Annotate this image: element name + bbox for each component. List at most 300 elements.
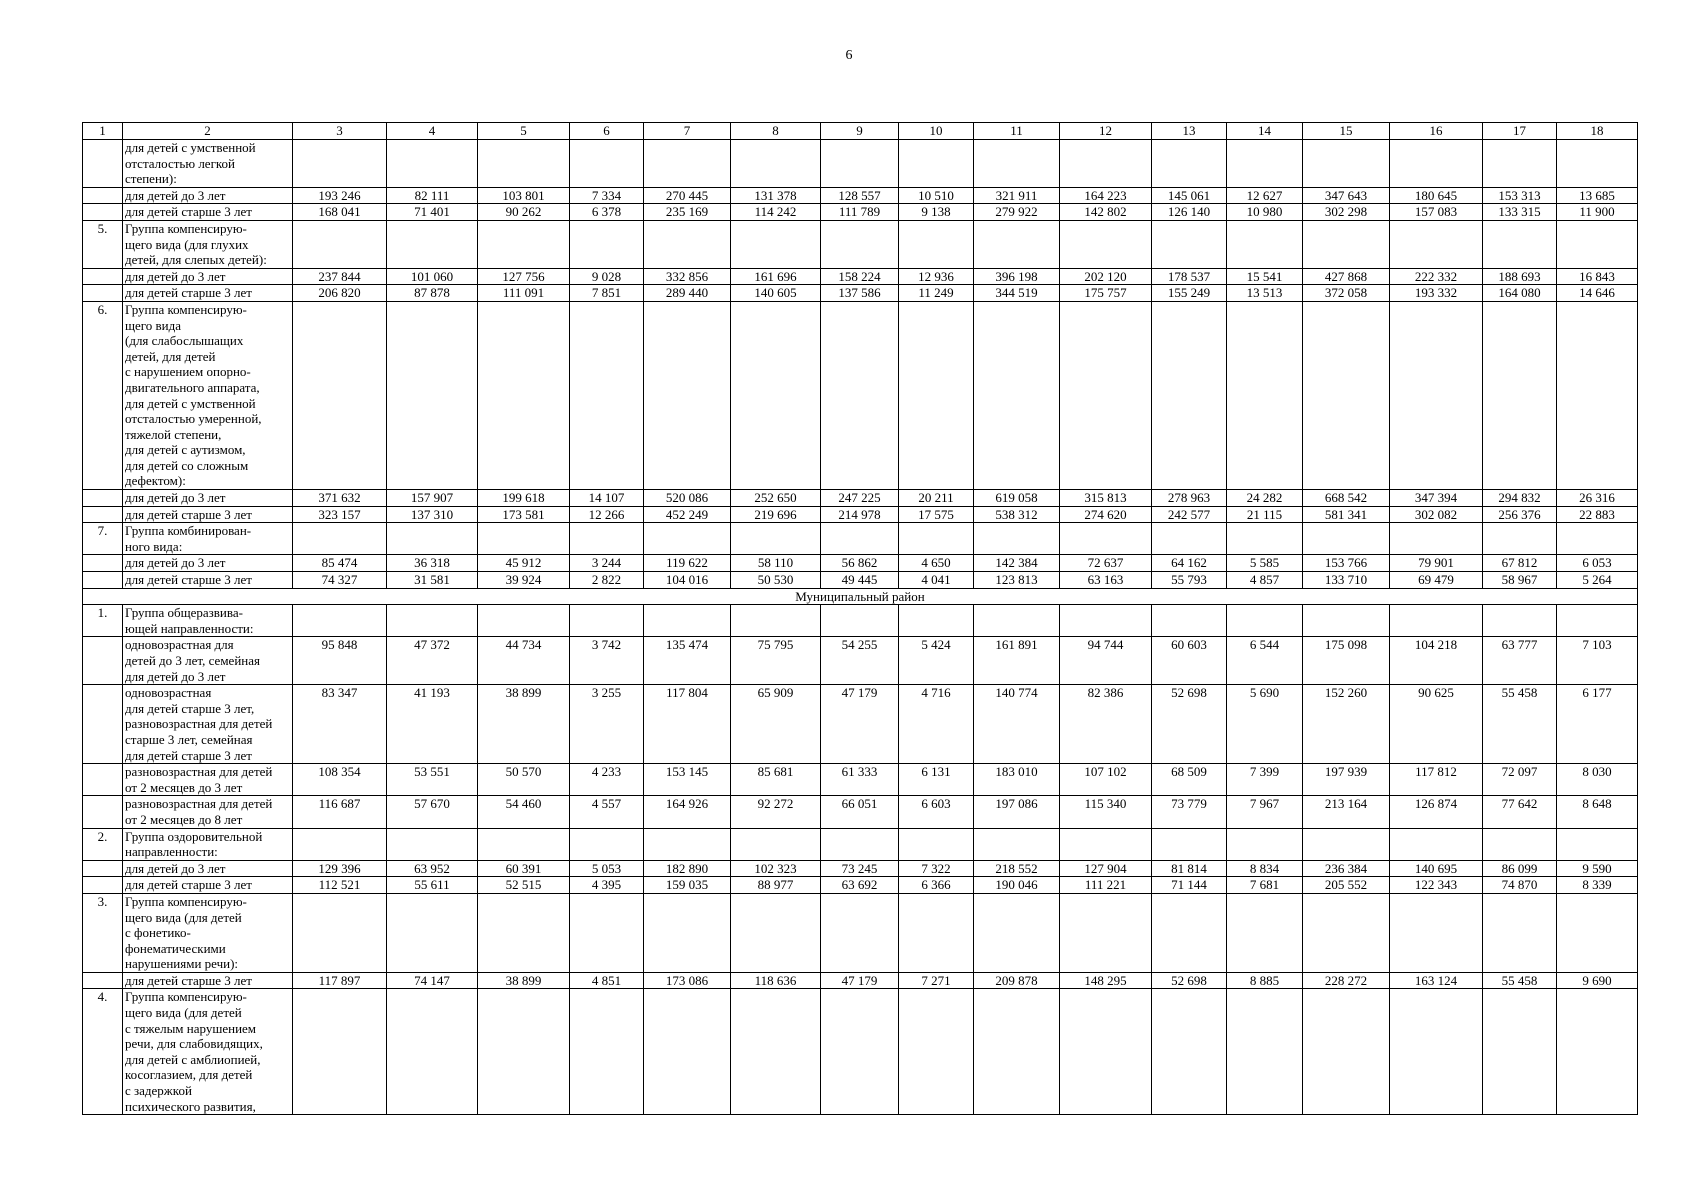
table-cell [1557, 301, 1638, 489]
table-cell: 12 266 [570, 506, 644, 523]
table-cell [478, 605, 570, 637]
row-label: Группа оздоровительной направленности: [123, 828, 293, 860]
table-cell [570, 605, 644, 637]
table-cell: 94 744 [1060, 637, 1152, 685]
table-cell [1303, 893, 1390, 972]
table-cell [1483, 989, 1557, 1115]
table-cell: 193 332 [1390, 285, 1483, 302]
table-cell: 321 911 [974, 187, 1060, 204]
table-cell [570, 140, 644, 188]
table-row [83, 490, 1638, 507]
table-cell: 157 907 [387, 490, 478, 507]
row-number [83, 637, 123, 685]
table-cell: 107 102 [1060, 764, 1152, 796]
table-cell: 66 051 [821, 796, 899, 828]
table-cell: 164 080 [1483, 285, 1557, 302]
table-cell: 68 509 [1152, 764, 1227, 796]
table-cell [731, 301, 821, 489]
table-cell: 2 822 [570, 572, 644, 589]
table-cell: 6 366 [899, 877, 974, 894]
table-cell: 8 834 [1227, 860, 1303, 877]
table-cell: 235 169 [644, 204, 731, 221]
table-row [83, 605, 1638, 637]
row-number [83, 555, 123, 572]
table-cell [387, 220, 478, 268]
table-cell: 197 086 [974, 796, 1060, 828]
table-cell [387, 893, 478, 972]
table-cell [644, 605, 731, 637]
header-row [83, 123, 1638, 140]
table-cell [1390, 301, 1483, 489]
table-cell: 71 144 [1152, 877, 1227, 894]
table-cell: 270 445 [644, 187, 731, 204]
row-number [83, 972, 123, 989]
table-cell [293, 220, 387, 268]
table-cell [1483, 140, 1557, 188]
table-cell [293, 301, 387, 489]
table-cell: 52 698 [1152, 972, 1227, 989]
table-row [83, 285, 1638, 302]
table-cell: 163 124 [1390, 972, 1483, 989]
table-cell [293, 605, 387, 637]
table-cell: 6 378 [570, 204, 644, 221]
table-cell [1227, 893, 1303, 972]
table-cell: 168 041 [293, 204, 387, 221]
table-cell: 14 646 [1557, 285, 1638, 302]
table-cell: 3 742 [570, 637, 644, 685]
row-label: одновозрастная для детей старше 3 лет, разновозрастная для детей старше 3 лет, семейная для детей старше 3 лет [123, 685, 293, 764]
table-cell [1060, 301, 1152, 489]
table-cell: 452 249 [644, 506, 731, 523]
table-cell: 140 605 [731, 285, 821, 302]
row-number [83, 140, 123, 188]
row-label: для детей до 3 лет [123, 268, 293, 285]
table-cell: 63 692 [821, 877, 899, 894]
table-cell: 82 111 [387, 187, 478, 204]
section-row [83, 588, 1638, 605]
table-cell [1303, 989, 1390, 1115]
table-cell: 11 249 [899, 285, 974, 302]
table-cell: 133 710 [1303, 572, 1390, 589]
table-cell: 55 458 [1483, 972, 1557, 989]
table-cell [1303, 828, 1390, 860]
row-number [83, 877, 123, 894]
table-cell: 137 586 [821, 285, 899, 302]
table-cell: 72 637 [1060, 555, 1152, 572]
table-cell: 7 322 [899, 860, 974, 877]
table-cell: 6 603 [899, 796, 974, 828]
table-cell [821, 605, 899, 637]
table-cell: 126 140 [1152, 204, 1227, 221]
table-cell: 4 857 [1227, 572, 1303, 589]
table-cell [570, 220, 644, 268]
table-cell: 9 590 [1557, 860, 1638, 877]
table-cell [1060, 828, 1152, 860]
table-cell: 11 900 [1557, 204, 1638, 221]
table-cell [1227, 605, 1303, 637]
row-number [83, 204, 123, 221]
table-cell [478, 523, 570, 555]
table-cell [1557, 220, 1638, 268]
table-cell [731, 828, 821, 860]
table-row [83, 555, 1638, 572]
table-cell [293, 523, 387, 555]
table-cell: 214 978 [821, 506, 899, 523]
table-cell [293, 893, 387, 972]
row-label: одновозрастная для детей до 3 лет, семейная для детей до 3 лет [123, 637, 293, 685]
table-cell [899, 893, 974, 972]
table-cell [1390, 893, 1483, 972]
table-row [83, 187, 1638, 204]
table-cell: 82 386 [1060, 685, 1152, 764]
table-cell: 372 058 [1303, 285, 1390, 302]
table-cell: 90 262 [478, 204, 570, 221]
table-cell [821, 523, 899, 555]
table-cell: 111 789 [821, 204, 899, 221]
table-cell: 538 312 [974, 506, 1060, 523]
row-number: 4. [83, 989, 123, 1115]
table-cell [974, 220, 1060, 268]
row-number [83, 506, 123, 523]
table-cell [1557, 605, 1638, 637]
table-cell: 302 082 [1390, 506, 1483, 523]
table-cell: 41 193 [387, 685, 478, 764]
table-cell [1060, 605, 1152, 637]
table-cell: 104 016 [644, 572, 731, 589]
table-cell [644, 301, 731, 489]
table-cell: 74 870 [1483, 877, 1557, 894]
table-cell [1483, 220, 1557, 268]
row-label: для детей старше 3 лет [123, 877, 293, 894]
table-cell: 64 162 [1152, 555, 1227, 572]
table-cell: 49 445 [821, 572, 899, 589]
row-label: Группа общеразвива- ющей направленности: [123, 605, 293, 637]
row-label: Группа компенсирую- щего вида (для слабослышащих детей, для детей с нарушением опорно- двигательного аппарата, для детей с умственной отсталостью умеренной, тяжелой степени, для детей с аутизмом, для детей со сложным дефектом): [123, 301, 293, 489]
table-cell: 289 440 [644, 285, 731, 302]
table-cell: 219 696 [731, 506, 821, 523]
table-cell [974, 301, 1060, 489]
table-cell [570, 989, 644, 1115]
table-cell: 92 272 [731, 796, 821, 828]
table-cell: 38 899 [478, 685, 570, 764]
table-cell: 520 086 [644, 490, 731, 507]
table-cell: 122 343 [1390, 877, 1483, 894]
row-label: для детей с умственной отсталостью легкой степени): [123, 140, 293, 188]
table-cell: 83 347 [293, 685, 387, 764]
table-cell: 190 046 [974, 877, 1060, 894]
table-cell [1557, 140, 1638, 188]
table-cell: 47 372 [387, 637, 478, 685]
row-number [83, 187, 123, 204]
table-row [83, 301, 1638, 489]
table-cell: 279 922 [974, 204, 1060, 221]
table-cell: 137 310 [387, 506, 478, 523]
table-cell: 16 843 [1557, 268, 1638, 285]
table-cell: 45 912 [478, 555, 570, 572]
table-cell: 6 053 [1557, 555, 1638, 572]
table-cell: 213 164 [1303, 796, 1390, 828]
table-cell [1152, 893, 1227, 972]
row-label: Группа компенсирую- щего вида (для детей с фонетико- фонематическими нарушениями речи): [123, 893, 293, 972]
table-cell: 153 766 [1303, 555, 1390, 572]
table-cell: 142 802 [1060, 204, 1152, 221]
table-cell: 396 198 [974, 268, 1060, 285]
table-cell: 323 157 [293, 506, 387, 523]
table-row [83, 140, 1638, 188]
table-cell: 9 690 [1557, 972, 1638, 989]
table-cell [974, 828, 1060, 860]
table-cell [1060, 989, 1152, 1115]
table-cell: 202 120 [1060, 268, 1152, 285]
table-cell: 152 260 [1303, 685, 1390, 764]
table-cell [1227, 523, 1303, 555]
column-number: 10 [899, 123, 974, 140]
row-number: 5. [83, 220, 123, 268]
table-cell: 127 904 [1060, 860, 1152, 877]
table-cell: 20 211 [899, 490, 974, 507]
table-cell: 128 557 [821, 187, 899, 204]
table-cell: 153 145 [644, 764, 731, 796]
table-cell: 63 952 [387, 860, 478, 877]
table-cell: 222 332 [1390, 268, 1483, 285]
table-cell: 5 424 [899, 637, 974, 685]
table-cell [478, 893, 570, 972]
table-cell [731, 989, 821, 1115]
table-row [83, 796, 1638, 828]
table-row [83, 972, 1638, 989]
row-label: Группа компенсирую- щего вида (для глухих детей, для слепых детей): [123, 220, 293, 268]
table-cell [1152, 989, 1227, 1115]
column-number: 17 [1483, 123, 1557, 140]
table-cell [387, 140, 478, 188]
column-number: 2 [123, 123, 293, 140]
row-number [83, 285, 123, 302]
table-cell: 4 650 [899, 555, 974, 572]
table-cell: 347 643 [1303, 187, 1390, 204]
table-cell: 347 394 [1390, 490, 1483, 507]
table-cell: 140 774 [974, 685, 1060, 764]
table-cell: 206 820 [293, 285, 387, 302]
table-cell [1483, 523, 1557, 555]
data-table [82, 122, 1638, 1115]
table-cell: 7 967 [1227, 796, 1303, 828]
table-cell: 5 690 [1227, 685, 1303, 764]
table-cell: 131 378 [731, 187, 821, 204]
table-cell [731, 605, 821, 637]
table-cell: 148 295 [1060, 972, 1152, 989]
table-cell: 9 138 [899, 204, 974, 221]
column-number: 14 [1227, 123, 1303, 140]
table-cell: 52 515 [478, 877, 570, 894]
table-cell: 119 622 [644, 555, 731, 572]
table-cell: 4 557 [570, 796, 644, 828]
table-cell: 159 035 [644, 877, 731, 894]
table-cell: 53 551 [387, 764, 478, 796]
table-cell: 581 341 [1303, 506, 1390, 523]
table-cell: 129 396 [293, 860, 387, 877]
table-row [83, 989, 1638, 1115]
table-cell [478, 140, 570, 188]
table-cell: 111 221 [1060, 877, 1152, 894]
table-cell [731, 140, 821, 188]
table-cell [1152, 220, 1227, 268]
table-cell: 344 519 [974, 285, 1060, 302]
table-cell [1227, 140, 1303, 188]
row-number [83, 572, 123, 589]
table-cell: 7 334 [570, 187, 644, 204]
table-cell: 12 627 [1227, 187, 1303, 204]
table-cell [1390, 140, 1483, 188]
table-cell: 252 650 [731, 490, 821, 507]
section-title: Муниципальный район [83, 588, 1638, 605]
table-cell [899, 301, 974, 489]
table-cell [1390, 605, 1483, 637]
column-number: 6 [570, 123, 644, 140]
table-cell: 61 333 [821, 764, 899, 796]
table-cell: 127 756 [478, 268, 570, 285]
table-cell [1227, 989, 1303, 1115]
row-label: для детей старше 3 лет [123, 506, 293, 523]
table-cell: 55 793 [1152, 572, 1227, 589]
table-cell: 57 670 [387, 796, 478, 828]
table-cell: 140 695 [1390, 860, 1483, 877]
table-cell: 4 233 [570, 764, 644, 796]
table-cell: 180 645 [1390, 187, 1483, 204]
table-cell: 256 376 [1483, 506, 1557, 523]
table-cell: 274 620 [1060, 506, 1152, 523]
table-cell: 135 474 [644, 637, 731, 685]
table-cell: 95 848 [293, 637, 387, 685]
table-cell: 73 779 [1152, 796, 1227, 828]
table-cell [1152, 828, 1227, 860]
row-label: для детей старше 3 лет [123, 204, 293, 221]
table-cell: 209 878 [974, 972, 1060, 989]
table-cell: 52 698 [1152, 685, 1227, 764]
table-cell: 236 384 [1303, 860, 1390, 877]
table-cell [644, 893, 731, 972]
table-cell [731, 523, 821, 555]
row-label: Группа компенсирую- щего вида (для детей с тяжелым нарушением речи, для слабовидящих, для детей с амблиопией, косоглазием, для детей с задержкой психического развития, [123, 989, 293, 1115]
table-cell: 26 316 [1557, 490, 1638, 507]
table-cell: 117 897 [293, 972, 387, 989]
column-number: 11 [974, 123, 1060, 140]
table-cell: 205 552 [1303, 877, 1390, 894]
table-cell: 12 936 [899, 268, 974, 285]
table-cell: 50 570 [478, 764, 570, 796]
table-cell: 145 061 [1152, 187, 1227, 204]
table-cell: 85 681 [731, 764, 821, 796]
table-cell [478, 220, 570, 268]
table-cell [974, 140, 1060, 188]
table-cell: 427 868 [1303, 268, 1390, 285]
table-row [83, 764, 1638, 796]
table-cell: 3 255 [570, 685, 644, 764]
column-number: 7 [644, 123, 731, 140]
table-cell: 173 581 [478, 506, 570, 523]
row-label: для детей старше 3 лет [123, 972, 293, 989]
table-cell [974, 989, 1060, 1115]
table-cell [731, 220, 821, 268]
table-cell [1303, 140, 1390, 188]
table-cell: 175 757 [1060, 285, 1152, 302]
table-cell: 175 098 [1303, 637, 1390, 685]
table-cell [570, 893, 644, 972]
table-cell: 36 318 [387, 555, 478, 572]
table-cell: 182 890 [644, 860, 731, 877]
row-label: Группа комбинирован- ного вида: [123, 523, 293, 555]
table-cell: 8 339 [1557, 877, 1638, 894]
row-label: для детей до 3 лет [123, 187, 293, 204]
row-number: 7. [83, 523, 123, 555]
table-cell: 72 097 [1483, 764, 1557, 796]
table-cell [387, 605, 478, 637]
table-cell [1303, 220, 1390, 268]
table-cell: 7 271 [899, 972, 974, 989]
table-cell: 247 225 [821, 490, 899, 507]
table-cell: 102 323 [731, 860, 821, 877]
table-cell [1152, 605, 1227, 637]
table-cell [1227, 828, 1303, 860]
column-number: 16 [1390, 123, 1483, 140]
table-cell: 117 804 [644, 685, 731, 764]
column-number: 3 [293, 123, 387, 140]
table-cell: 74 327 [293, 572, 387, 589]
column-number: 13 [1152, 123, 1227, 140]
table-cell: 108 354 [293, 764, 387, 796]
table-cell [821, 828, 899, 860]
column-number: 8 [731, 123, 821, 140]
table-cell [1557, 893, 1638, 972]
table-cell [644, 220, 731, 268]
table-cell: 90 625 [1390, 685, 1483, 764]
table-cell [899, 523, 974, 555]
table-cell [1152, 523, 1227, 555]
row-number [83, 764, 123, 796]
table-cell: 75 795 [731, 637, 821, 685]
table-cell [821, 220, 899, 268]
table-cell [731, 893, 821, 972]
table-cell [644, 989, 731, 1115]
table-cell [1060, 893, 1152, 972]
table-cell: 183 010 [974, 764, 1060, 796]
table-cell: 79 901 [1390, 555, 1483, 572]
table-cell: 142 384 [974, 555, 1060, 572]
table-cell: 104 218 [1390, 637, 1483, 685]
table-cell: 87 878 [387, 285, 478, 302]
table-cell [1227, 301, 1303, 489]
row-label: для детей до 3 лет [123, 860, 293, 877]
row-label: для детей старше 3 лет [123, 572, 293, 589]
table-cell: 17 575 [899, 506, 974, 523]
table-cell: 315 813 [1060, 490, 1152, 507]
column-number: 15 [1303, 123, 1390, 140]
table-cell: 7 851 [570, 285, 644, 302]
table-cell: 158 224 [821, 268, 899, 285]
table-row [83, 572, 1638, 589]
row-label: для детей до 3 лет [123, 555, 293, 572]
table-cell: 4 851 [570, 972, 644, 989]
table-cell [293, 989, 387, 1115]
table-cell [899, 989, 974, 1115]
table-cell: 126 874 [1390, 796, 1483, 828]
table-cell: 55 611 [387, 877, 478, 894]
table-row [83, 268, 1638, 285]
table-cell: 44 734 [478, 637, 570, 685]
table-cell: 188 693 [1483, 268, 1557, 285]
table-cell: 6 544 [1227, 637, 1303, 685]
row-number: 6. [83, 301, 123, 489]
table-cell [1152, 140, 1227, 188]
